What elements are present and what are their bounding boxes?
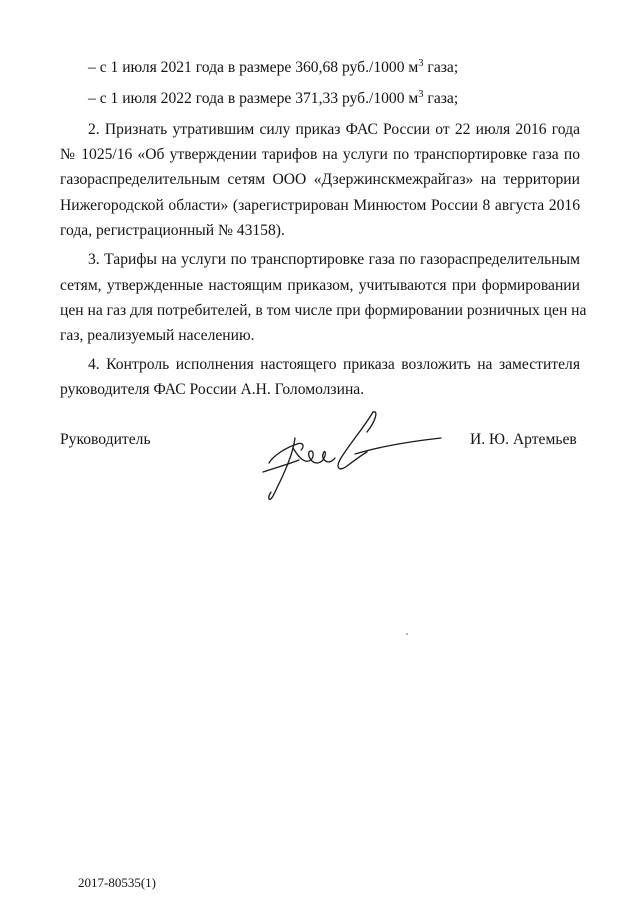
paragraph-2-line-3: газораспределительным сетям ООО «Дзержинскмежрайгаз» на территории: [60, 171, 580, 188]
paragraph-4-line-1: 4. Контроль исполнения настоящего приказа возложить на заместителя: [88, 356, 580, 373]
tariff-line-2022: – с 1 июля 2022 года в размере 371,33 руб./1000 $м^3$ газа;: [88, 89, 459, 107]
document-number: 2017-80535(1): [78, 875, 156, 890]
handwritten-signature: [255, 408, 450, 503]
paragraph-3-line-1: 3. Тарифы на услуги по транспортировке газа по газораспределительным: [88, 251, 580, 268]
paragraph-3-line-3: цен на газ для потребителей, в том числе при формировании розничных цен на: [60, 302, 587, 319]
scan-speck: [406, 633, 408, 635]
paragraph-2-line-2: № 1025/16 «Об утверждении тарифов на услуги по транспортировке газа по: [60, 146, 580, 163]
paragraph-2-line-1: 2. Признать утратившим силу приказ ФАС России от 22 июля 2016 года: [88, 121, 580, 138]
paragraph-2-line-4: Нижегородской области» (зарегистрирован Минюстом России 8 августа 2016: [60, 197, 580, 214]
paragraph-3-line-2: сетям, утвержденные настоящим приказом, учитываются при формировании: [60, 277, 580, 294]
paragraph-2-line-5: года, регистрационный № 43158).: [60, 222, 285, 239]
signatory-role: Руководитель: [60, 431, 151, 448]
signatory-name: И. Ю. Артемьев: [470, 431, 577, 448]
tariff-line-2021: – с 1 июля 2021 года в размере 360,68 руб./1000 $м^3$ газа;: [88, 58, 459, 76]
paragraph-3-line-4: газ, реализуемый населению.: [60, 327, 255, 344]
paragraph-4-line-2: руководителя ФАС России А.Н. Голомолзина.: [60, 381, 365, 398]
